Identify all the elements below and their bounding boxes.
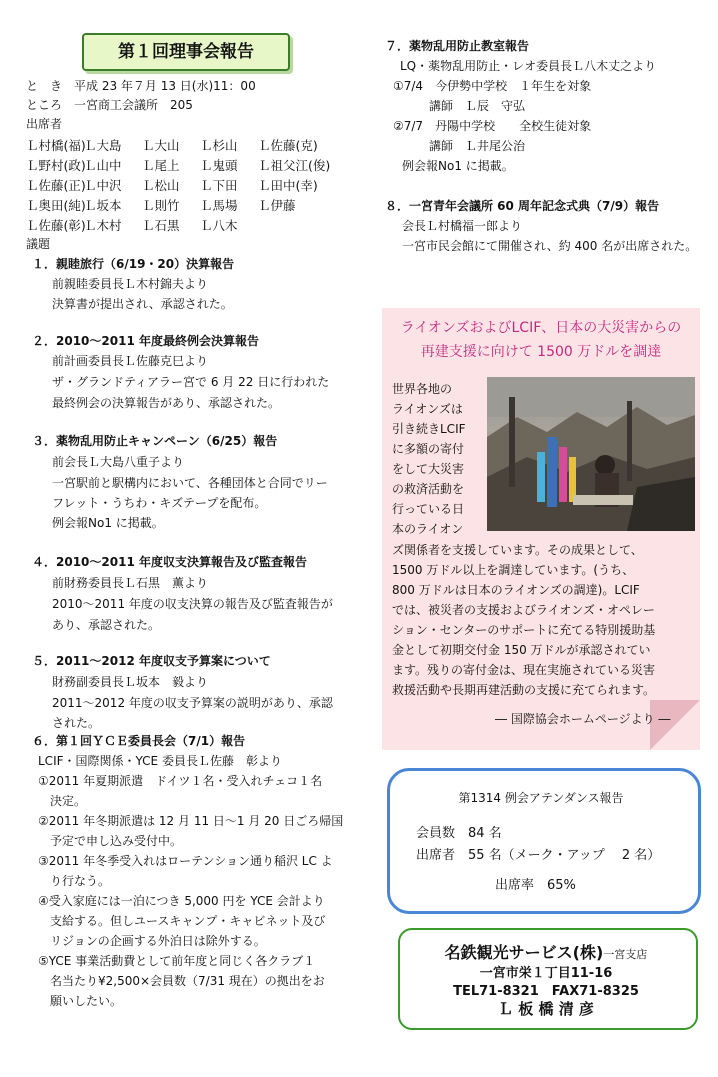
agenda-text: 例会報No1 に掲載。 bbox=[52, 516, 164, 530]
attendee-row bbox=[26, 216, 346, 236]
agenda-text: ②7/7 丹陽中学校 全校生徒対象 bbox=[393, 119, 592, 133]
lcif-text: 行っている日 bbox=[392, 502, 465, 516]
lcif-text: の救済活動を bbox=[392, 482, 465, 496]
attendee-name: Ｌ村橋(福) bbox=[26, 138, 86, 153]
attendee-name: Ｌ大山 bbox=[142, 138, 180, 153]
attendee-name: Ｌ山中 bbox=[84, 158, 122, 173]
lcif-text: では、被災者の支援およびライオンズ・オペレー bbox=[392, 603, 655, 617]
agenda-text: 2011～2012 年度の収支予算案の説明があり、承認 bbox=[52, 696, 333, 710]
agenda-text: された。 bbox=[52, 716, 101, 730]
attendee-name: Ｌ坂本 bbox=[84, 198, 122, 213]
agenda-text: 前親睦委員長Ｌ木村錦夫より bbox=[52, 277, 209, 291]
sponsor-address: 一宮市栄１丁目11-16 bbox=[479, 966, 613, 981]
attendee-name: Ｌ鬼頭 bbox=[200, 158, 238, 173]
agenda-heading-2: ２．2010～2011 年度最終例会決算報告 bbox=[32, 334, 259, 348]
agenda-text: 前計画委員長Ｌ佐藤克巳より bbox=[52, 354, 209, 368]
lcif-source: ― 国際協会ホームページより ― bbox=[495, 712, 671, 726]
lcif-text: をして大災害 bbox=[392, 462, 465, 476]
lcif-text: ション・センターのサポートに充てる特別援助基 bbox=[392, 623, 656, 637]
attendee-row bbox=[26, 176, 346, 196]
attendance-title: 第1314 例会アテンダンス報告 bbox=[458, 791, 624, 805]
agenda-text: 決算書が提出され、承認された。 bbox=[52, 297, 233, 311]
attendee-name: Ｌ伊藤 bbox=[258, 198, 296, 213]
attendee-name: Ｌ佐藤(克) bbox=[258, 138, 318, 153]
agenda-text: ③2011 年冬季受入れはローテンション通り稲沢 LC よ bbox=[38, 854, 333, 868]
attendee-name: Ｌ奥田(純) bbox=[26, 198, 86, 213]
attendee-name: Ｌ佐藤(彰) bbox=[26, 218, 86, 233]
agenda-text: 最終例会の決算報告があり、承認された。 bbox=[52, 396, 281, 410]
agenda-text: り行なう。 bbox=[38, 874, 111, 888]
attendee-name: Ｌ大島 bbox=[84, 138, 122, 153]
agenda-text: ①7/4 今伊勢中学校 １年生を対象 bbox=[393, 79, 592, 93]
agenda-heading-1: １．親睦旅行（6/19・20）決算報告 bbox=[32, 257, 235, 271]
agenda-text: 前会長Ｌ大島八重子より bbox=[52, 455, 185, 469]
sponsor-company: 名鉄観光サービス(株) bbox=[444, 943, 604, 962]
disaster-photo-art bbox=[487, 377, 695, 531]
agenda-text: 一宮市民会館にて開催され、約 400 名が出席された。 bbox=[402, 239, 698, 253]
attendee-name: Ｌ尾上 bbox=[142, 158, 180, 173]
attendee-name: Ｌ野村(政) bbox=[26, 158, 86, 173]
lcif-text: ます。残りの寄付金は、現在実施されている災害 bbox=[392, 663, 656, 677]
agenda-text: 願いしたい。 bbox=[38, 994, 123, 1008]
agenda-text: LQ・薬物乱用防止・レオ委員長Ｌ八木丈之より bbox=[400, 59, 657, 73]
agenda-text: 名当たり¥2,500×会員数（7/31 現在）の拠出をお bbox=[38, 974, 325, 988]
agenda-text: 例会報No1 に掲載。 bbox=[402, 159, 514, 173]
agenda-text: ①2011 年夏期派遣 ドイツ１名・受入れチェコ１名 bbox=[38, 774, 323, 788]
meeting-date: と き 平成 23 年７月 13 日(水)11：00 bbox=[26, 79, 256, 93]
agenda-text: フレット・うちわ・キズテープを配布。 bbox=[52, 496, 267, 510]
attendee-name: Ｌ田中(幸) bbox=[258, 178, 318, 193]
attendee-name: Ｌ杉山 bbox=[200, 138, 238, 153]
agenda-text: ⑤YCE 事業活動費として前年度と同じく各クラブ１ bbox=[38, 954, 316, 968]
sponsor-person: Ｌ 板 橋 清 彦 bbox=[498, 1000, 594, 1018]
lcif-text: 救援活動や長期再建活動の支援に充てられます。 bbox=[392, 683, 656, 697]
lcif-text: 800 万ドルは日本のライオンズの調達)。LCIF bbox=[392, 583, 640, 597]
page-title: 第１回理事会報告 bbox=[82, 33, 290, 71]
lcif-text: 本のライオン bbox=[392, 522, 464, 536]
agenda-text: ザ・グランドティアラー宮で 6 月 22 日に行われた bbox=[52, 375, 330, 389]
attendee-row bbox=[26, 136, 346, 156]
lcif-text: 金として初期交付金 150 万ドルが承認されてい bbox=[392, 643, 651, 657]
attendee-name: Ｌ木村 bbox=[84, 218, 122, 233]
agenda-heading-7: ７．薬物乱用防止教室報告 bbox=[385, 39, 530, 53]
agenda-text: LCIF・国際関係・YCE 委員長Ｌ佐藤 彰より bbox=[38, 754, 282, 768]
agenda-heading-5: ５．2011～2012 年度収支予算案について bbox=[32, 654, 271, 668]
agenda-text: 財務副委員長Ｌ坂本 毅より bbox=[52, 675, 209, 689]
agenda-text: ②2011 年冬期派遣は 12 月 11 日～1 月 20 日ごろ帰国 bbox=[38, 814, 344, 828]
agenda-heading-4: ４．2010～2011 年度収支決算報告及び監査報告 bbox=[32, 555, 307, 569]
agenda-heading-6: ６．第１回ＹＣＥ委員長会（7/1）報告 bbox=[32, 734, 246, 748]
meeting-place: ところ 一宮商工会議所 205 bbox=[26, 98, 193, 112]
agenda-text: 講師 Ｌ辰 守弘 bbox=[393, 99, 526, 113]
attendee-name: Ｌ石黒 bbox=[142, 218, 180, 233]
agenda-text: 一宮駅前と駅構内において、各種団体と合同でリー bbox=[52, 476, 328, 490]
sponsor-name-line bbox=[398, 940, 694, 963]
agenda-text: 決定。 bbox=[38, 794, 87, 808]
agenda-text: 講師 Ｌ井尾公治 bbox=[393, 139, 526, 153]
agenda-text: 前財務委員長Ｌ石黒 薫より bbox=[52, 576, 209, 590]
agenda-text: 支給する。但しユースキャンプ・キャビネット及び bbox=[38, 914, 326, 928]
agenda-heading-8: ８．一宮青年会議所 60 周年記念式典（7/9）報告 bbox=[385, 199, 660, 213]
attendee-name: Ｌ中沢 bbox=[84, 178, 122, 193]
attendee-name: Ｌ佐藤(正) bbox=[26, 178, 86, 193]
attendance-members: 会員数 84 名 bbox=[416, 826, 502, 841]
lcif-text: 1500 万ドル以上を調達しています。(うち、 bbox=[392, 563, 635, 577]
agenda-heading-3: ３．薬物乱用防止キャンペーン（6/25）報告 bbox=[32, 434, 278, 448]
attendance-attended: 出席者 55 名（メーク・アップ 2 名） bbox=[416, 848, 661, 863]
lcif-text: ズ関係者を支援しています。その成果として、 bbox=[392, 543, 643, 557]
attendance-rate: 出席率 65% bbox=[495, 878, 576, 893]
lcif-title-line1: ライオンズおよびLCIF、日本の大災害からの bbox=[400, 320, 682, 336]
attendee-name: Ｌ則竹 bbox=[142, 198, 180, 213]
attendee-name: Ｌ下田 bbox=[200, 178, 238, 193]
agenda-text: 2010～2011 年度の収支決算の報告及び監査報告が bbox=[52, 597, 333, 611]
attendees-label: 出席者 bbox=[26, 117, 63, 131]
lcif-text: 引き続きLCIF bbox=[392, 422, 466, 436]
sponsor-phone: TEL71-8321 FAX71-8325 bbox=[453, 984, 639, 999]
agenda-text: リジョンの企画する外泊日は除外する。 bbox=[38, 934, 266, 948]
attendee-name: Ｌ祖父江(俊) bbox=[258, 158, 331, 173]
disaster-photo bbox=[487, 377, 695, 531]
sponsor-branch: 一宮支店 bbox=[603, 948, 648, 961]
lcif-text: 世界各地の bbox=[392, 382, 453, 396]
attendee-list bbox=[26, 136, 346, 236]
lcif-title-line2: 再建支援に向けて 1500 万ドルを調達 bbox=[420, 344, 662, 360]
agenda-text: 予定で申し込み受付中。 bbox=[38, 834, 183, 848]
agenda-text: あり、承認された。 bbox=[52, 618, 161, 632]
attendee-name: Ｌ松山 bbox=[142, 178, 180, 193]
attendee-name: Ｌ八木 bbox=[200, 218, 238, 233]
agenda-text: ④受入家庭には一泊につき 5,000 円を YCE 会計より bbox=[38, 894, 325, 908]
lcif-text: ライオンズは bbox=[392, 402, 463, 416]
attendee-row bbox=[26, 196, 346, 216]
attendee-name: Ｌ馬場 bbox=[200, 198, 238, 213]
lcif-text: に多額の寄付 bbox=[392, 442, 465, 456]
agenda-text: 会長Ｌ村橋福一郎より bbox=[402, 219, 523, 233]
agenda-label: 議題 bbox=[26, 237, 51, 251]
attendee-row bbox=[26, 156, 346, 176]
